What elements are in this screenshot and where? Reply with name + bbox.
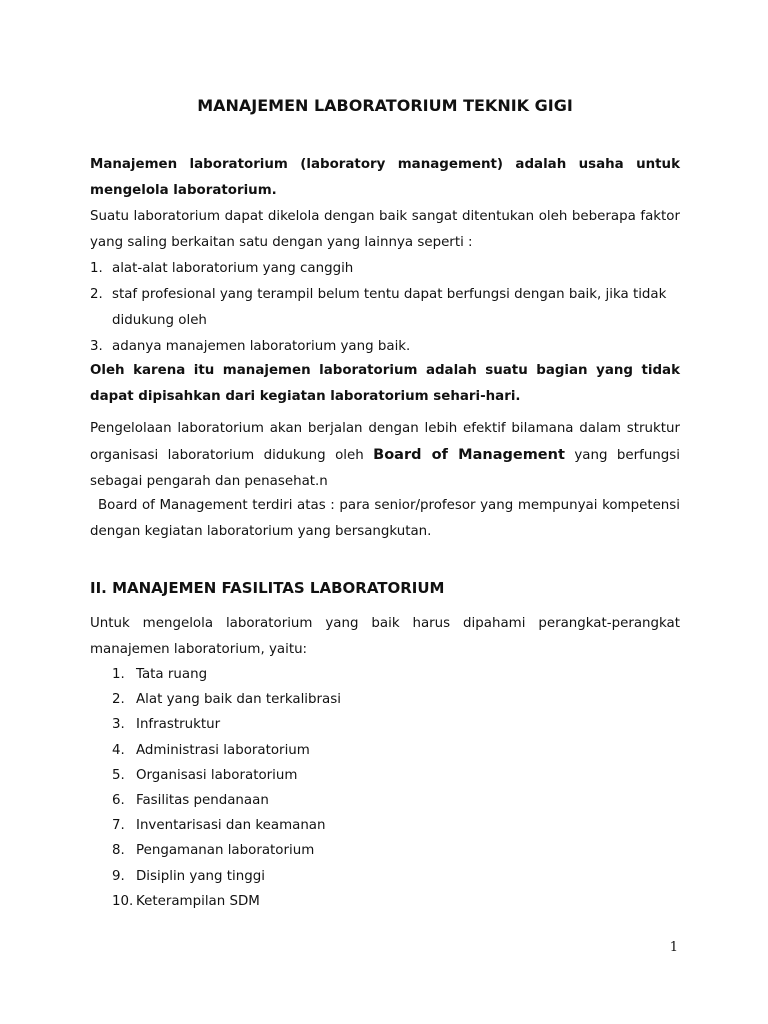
- list-item: [112, 662, 672, 687]
- list-item: [112, 889, 672, 914]
- list-item-text: staf profesional yang terampil belum tentu dapat berfungsi dengan baik, jika tidak didukung oleh: [112, 287, 667, 328]
- list-item: [90, 334, 680, 360]
- list-item: [112, 864, 672, 889]
- list-item: [90, 256, 680, 282]
- list-item-text: Organisasi laboratorium: [136, 767, 298, 783]
- section-intro: Untuk mengelola laboratorium yang baik harus dipahami perangkat-perangkat manajemen laboratorium, yaitu:: [90, 616, 680, 657]
- page-number: 1: [669, 940, 678, 955]
- document-page: [90, 0, 680, 1024]
- list-item-text: Disiplin yang tinggi: [136, 868, 265, 884]
- intro-bold-paragraph: Manajemen laboratorium (laboratory management) adalah usaha untuk mengelola laboratorium.: [90, 157, 680, 198]
- list-item-number: 3.: [112, 717, 125, 733]
- list-item: [112, 788, 672, 813]
- bold-paragraph: Oleh karena itu manajemen laboratorium adalah suatu bagian yang tidak dapat dipisahkan dari kegiatan laboratorium sehari-hari.: [90, 363, 680, 404]
- paragraph-board-members: Board of Management terdiri atas : para senior/profesor yang mempunyai kompetensi dengan kegiatan laboratorium yang bersangkutan.: [90, 498, 680, 539]
- list-item-number: 2.: [90, 287, 103, 302]
- list-item: [112, 813, 672, 838]
- list-item-number: 10.: [112, 893, 134, 909]
- list-item-number: 1.: [112, 667, 125, 682]
- paragraph-board-text-after: yang berfungsi sebagai pengarah dan penasehat.n: [90, 448, 680, 489]
- list-item: [112, 763, 672, 788]
- document-title: MANAJEMEN LABORATORIUM TEKNIK GIGI: [197, 96, 573, 115]
- list-item-text: Infrastruktur: [136, 717, 221, 733]
- list-item-text: Fasilitas pendanaan: [136, 792, 269, 808]
- facilities-list: [112, 662, 672, 914]
- list-item: [112, 838, 672, 863]
- list-item-text: Tata ruang: [136, 667, 208, 682]
- paragraph-factors: Suatu laboratorium dapat dikelola dengan baik sangat ditentukan oleh beberapa faktor yang saling berkaitan satu dengan yang lainnya seperti :: [90, 209, 680, 250]
- list-item-number: 4.: [112, 742, 125, 758]
- list-item: [90, 282, 680, 334]
- list-item-text: adanya manajemen laboratorium yang baik.: [112, 339, 411, 354]
- list-item: [112, 738, 672, 763]
- list-item-number: 2.: [112, 692, 125, 708]
- board-of-management-term: Board of Management: [373, 447, 565, 463]
- list-item-text: Administrasi laboratorium: [136, 742, 310, 758]
- list-item-number: 7.: [112, 818, 125, 834]
- factors-list: [90, 256, 680, 360]
- list-item-number: 8.: [112, 843, 125, 859]
- list-item: [112, 712, 672, 737]
- list-item-text: alat-alat laboratorium yang canggih: [112, 261, 354, 276]
- paragraph-board-text-before: Pengelolaan laboratorium akan berjalan dengan lebih efektif bilamana dalam struktur organisasi laboratorium didukung oleh: [90, 421, 680, 463]
- list-item-number: 3.: [90, 339, 103, 354]
- paragraph-board: [90, 416, 680, 495]
- list-item-text: Keterampilan SDM: [136, 893, 260, 909]
- list-item-number: 1.: [90, 261, 103, 276]
- list-item-text: Alat yang baik dan terkalibrasi: [136, 692, 341, 708]
- list-item-text: Pengamanan laboratorium: [136, 843, 315, 859]
- list-item: [112, 687, 672, 712]
- section-heading: II. MANAJEMEN FASILITAS LABORATORIUM: [90, 579, 445, 597]
- list-item-number: 5.: [112, 767, 125, 783]
- list-item-text: Inventarisasi dan keamanan: [136, 818, 326, 834]
- list-item-number: 6.: [112, 792, 125, 808]
- list-item-number: 9.: [112, 868, 125, 884]
